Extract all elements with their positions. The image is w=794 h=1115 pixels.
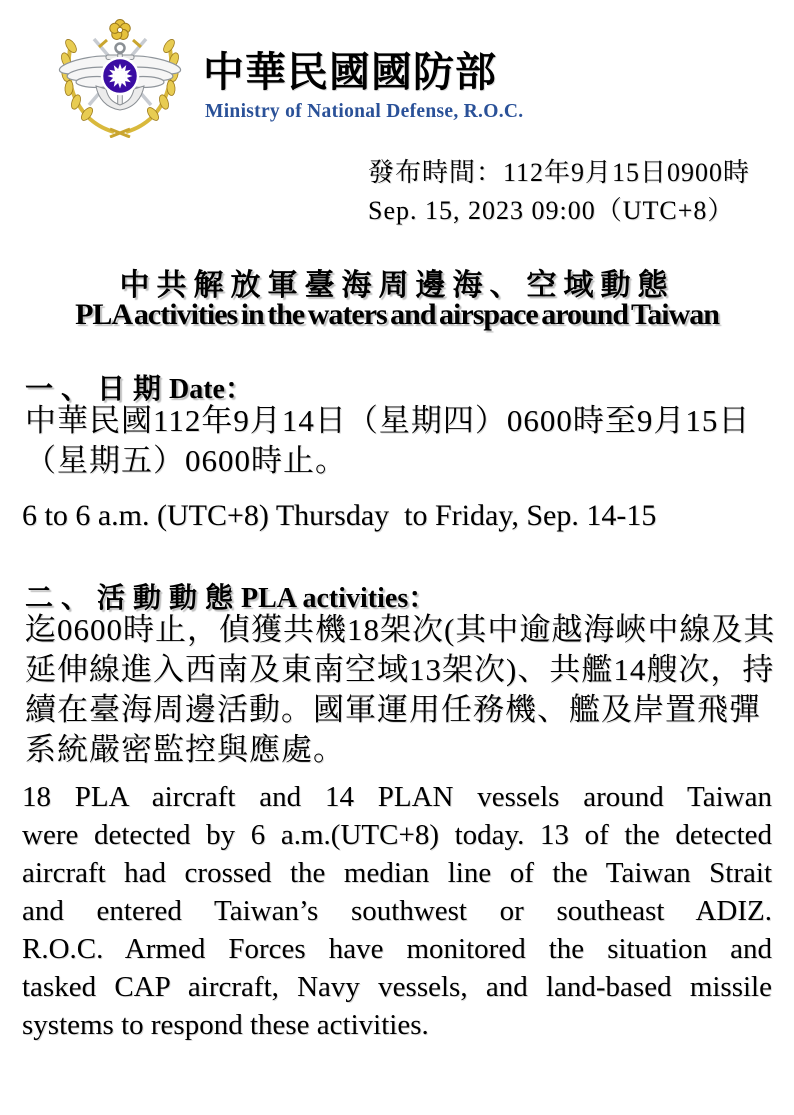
release-time-en: Sep. 15, 2023 09:00（UTC+8）: [368, 196, 735, 225]
mnd-emblem-icon: [54, 18, 186, 138]
activities-line-en: tasked CAP aircraft, Navy vessels, and land-based missile: [22, 971, 772, 1003]
date-line-zh-2: （星期五）0600時止。: [25, 443, 347, 478]
activities-paragraph-en: [22, 778, 772, 1044]
release-time-zh: 發布時間：112年9月15日0900時: [368, 158, 751, 187]
activities-line-en: 18 PLA aircraft and 14 PLAN vessels around Taiwan: [22, 781, 772, 813]
activities-line-en: systems to respond these activities.: [22, 1009, 429, 1041]
date-line-en: 6 to 6 a.m. (UTC+8) Thursday to Friday, Sep. 14-15: [22, 499, 657, 532]
activities-line-en: and entered Taiwan’s southwest or southeast ADIZ.: [22, 895, 772, 927]
sun-disc-icon: [102, 58, 138, 94]
activities-line-zh: 延伸線進入西南及東南空域13架次)、共艦14艘次，持: [25, 652, 775, 687]
activities-paragraph-zh: [25, 610, 777, 770]
activities-heading-zh: 二、活動動態: [25, 583, 242, 614]
activities-heading-en: PLA activities：: [241, 583, 437, 614]
date-heading-en: Date：: [169, 374, 253, 405]
plum-blossom-icon: [108, 20, 131, 42]
activities-line-zh: 系統嚴密監控與應處。: [25, 732, 345, 767]
release-time: [368, 154, 750, 230]
date-line-zh-1: 中華民國112年9月14日（星期四）0600時至9月15日: [25, 403, 751, 438]
activities-line-en: R.O.C. Armed Forces have monitored the situation and: [22, 933, 772, 965]
activities-line-en: aircraft had crossed the median line of the Taiwan Strait: [22, 857, 772, 889]
activities-line-zh: 續在臺海周邊活動。國軍運用任務機、艦及岸置飛彈: [25, 692, 761, 727]
date-heading-zh: 一、日期: [25, 374, 170, 405]
doc-title-zh: 中共解放軍臺海周邊海、空域動態: [119, 269, 675, 302]
org-name-en: Ministry of National Defense, R.O.C.: [205, 101, 524, 122]
activities-line-en: were detected by 6 a.m.(UTC+8) today. 13 of the detected: [22, 819, 772, 851]
org-name-zh: 中華民國國防部: [203, 49, 497, 95]
activities-line-zh: 迄0600時止，偵獲共機18架次(其中逾越海峽中線及其: [25, 612, 776, 647]
doc-title-en: PLA activities in the waters and airspace around Taiwan: [75, 298, 719, 331]
date-paragraph-zh: [25, 401, 775, 481]
